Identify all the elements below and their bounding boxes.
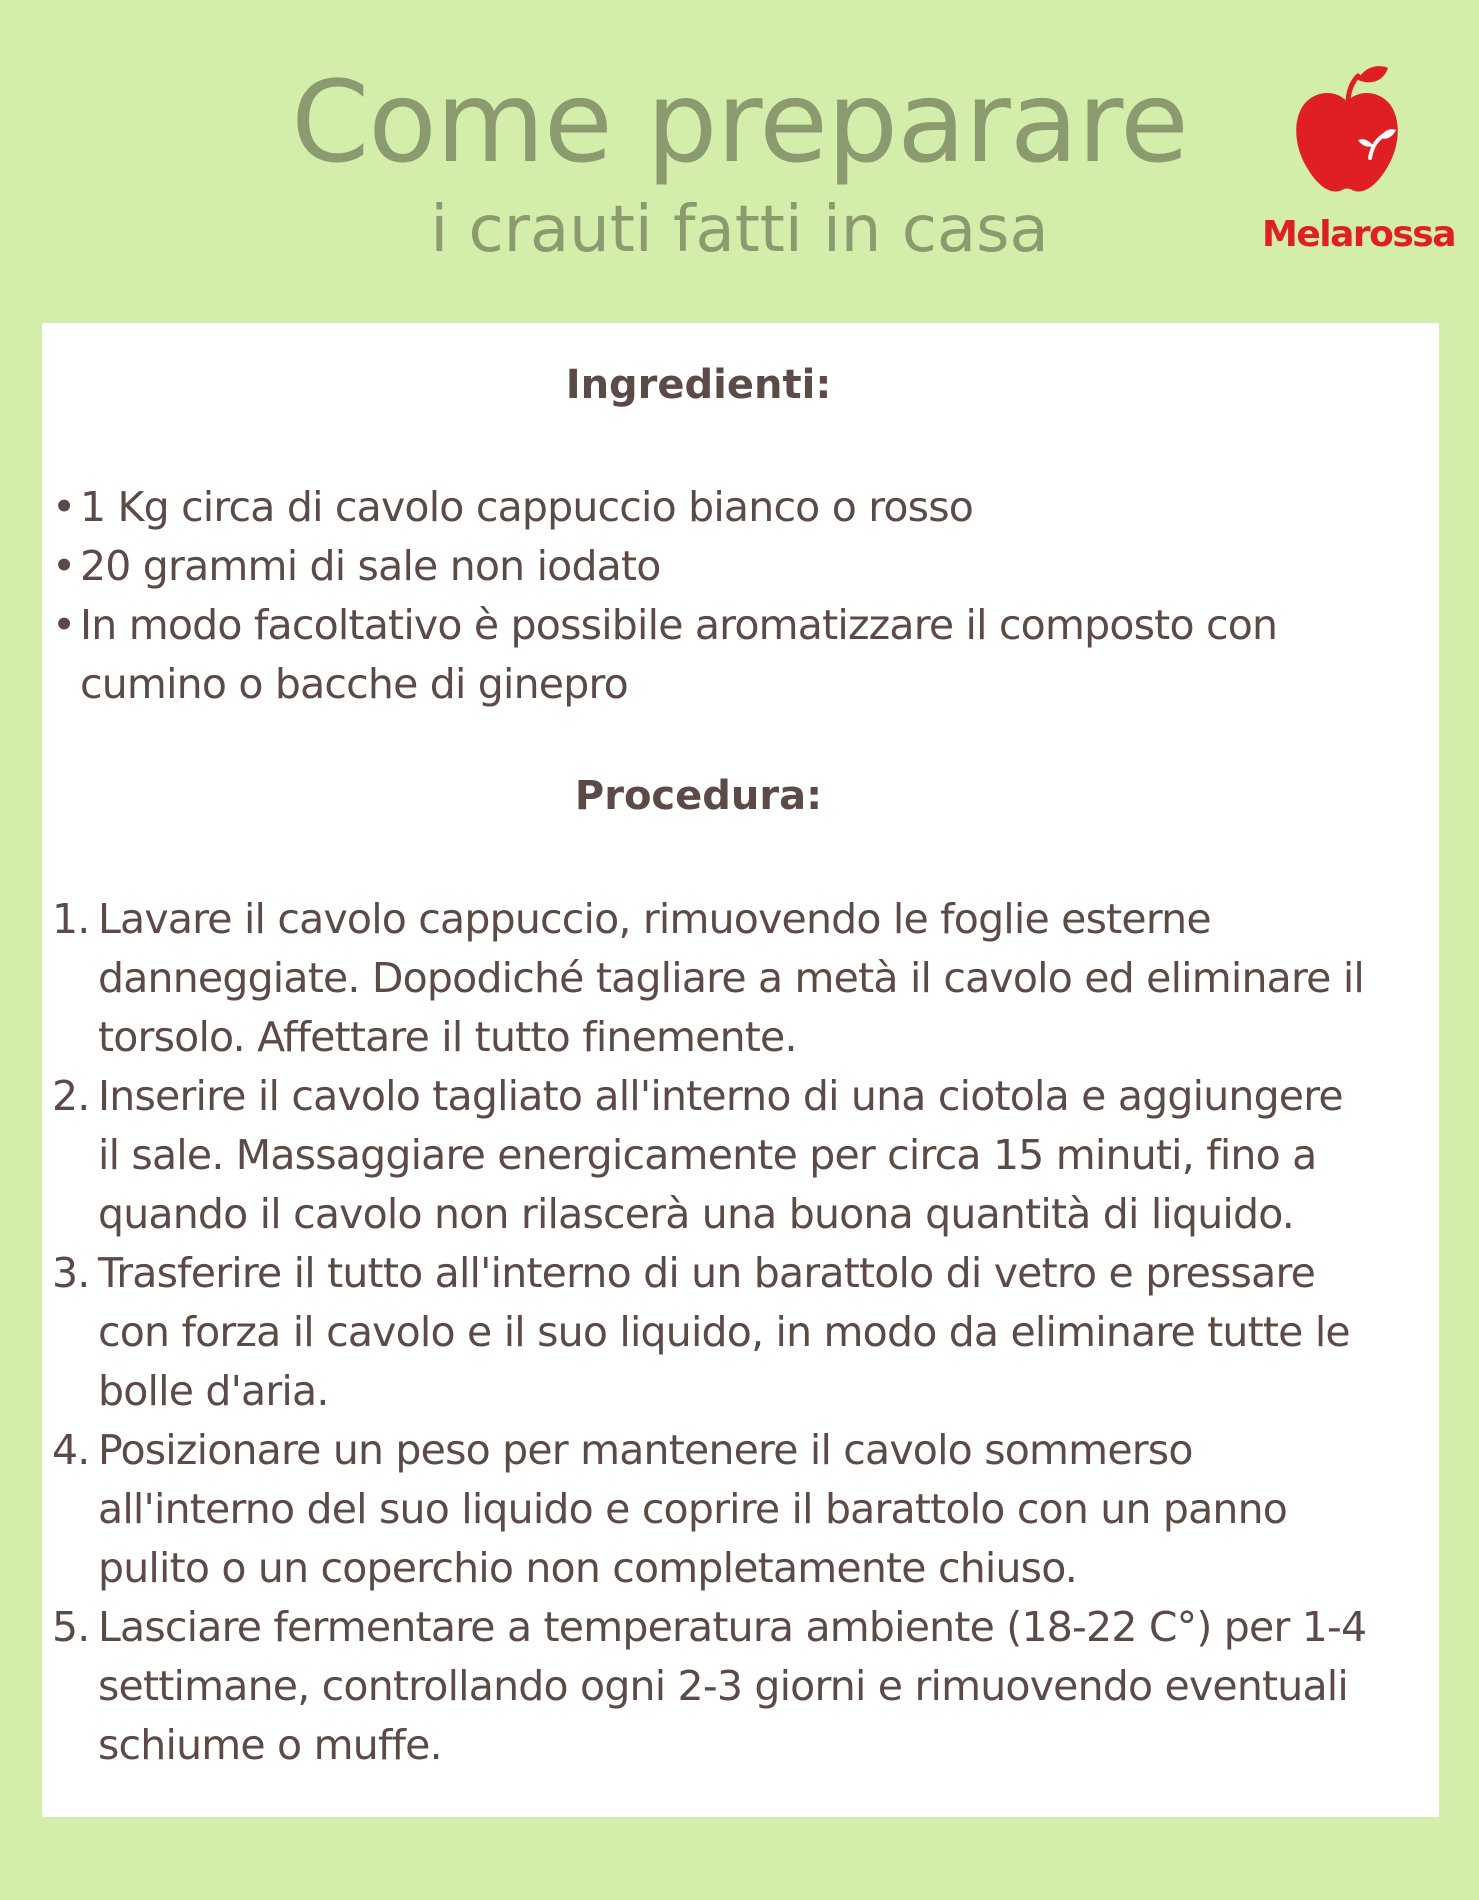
procedure-steps	[52, 890, 1372, 1775]
ingredient-text: 1 Kg circa di cavolo cappuccio bianco o rosso	[80, 483, 974, 531]
step-text: Inserire il cavolo tagliato all'interno di una ciotola e aggiungere il sale. Massaggiare energicamente per circa 15 minuti, fino a quando il cavolo non rilascerà una buona quantità di liquido.	[98, 1072, 1343, 1238]
bullet-icon: •	[52, 483, 76, 531]
procedure-step	[52, 1421, 1372, 1598]
step-number: 5.	[52, 1603, 90, 1651]
ingredients-heading: Ingredienti:	[565, 362, 832, 408]
step-number: 4.	[52, 1426, 90, 1474]
logo-text: Melarossa	[1262, 214, 1456, 255]
ingredient-item	[52, 478, 1372, 537]
page-subtitle: i crauti fatti in casa	[430, 193, 1049, 267]
step-text: Lasciare fermentare a temperatura ambiente (18-22 C°) per 1-4 settimane, controllando ogni 2-3 giorni e rimuovendo eventuali schiume o muffe.	[98, 1603, 1367, 1769]
step-text: Trasferire il tutto all'interno di un barattolo di vetro e pressare con forza il cavolo e il suo liquido, in modo da eliminare tutte le bolle d'aria.	[98, 1249, 1350, 1415]
step-text: Posizionare un peso per mantenere il cavolo sommerso all'interno del suo liquido e coprire il barattolo con un panno pulito o un coperchio non completamente chiuso.	[98, 1426, 1288, 1592]
step-number: 3.	[52, 1249, 90, 1297]
step-number: 1.	[52, 895, 90, 943]
ingredient-text: 20 grammi di sale non iodato	[80, 542, 661, 590]
ingredient-item	[52, 596, 1372, 714]
procedure-heading: Procedura:	[574, 773, 823, 819]
header	[0, 0, 1479, 320]
step-number: 2.	[52, 1072, 90, 1120]
ingredient-text: In modo facoltativo è possibile aromatizzare il composto con cumino o bacche di ginepro	[80, 601, 1278, 708]
page-title: Come preparare	[291, 58, 1188, 188]
ingredient-item	[52, 537, 1372, 596]
apple-logo-icon	[1292, 62, 1402, 202]
bullet-icon: •	[52, 601, 76, 649]
procedure-step	[52, 890, 1372, 1067]
procedure-step	[52, 1598, 1372, 1775]
ingredients-list	[52, 478, 1372, 714]
procedure-step	[52, 1244, 1372, 1421]
step-text: Lavare il cavolo cappuccio, rimuovendo le foglie esterne danneggiate. Dopodiché tagliare a metà il cavolo ed eliminare il torsolo. Affettare il tutto finemente.	[98, 895, 1365, 1061]
bullet-icon: •	[52, 542, 76, 590]
procedure-step	[52, 1067, 1372, 1244]
melarossa-logo[interactable]	[1262, 62, 1456, 262]
